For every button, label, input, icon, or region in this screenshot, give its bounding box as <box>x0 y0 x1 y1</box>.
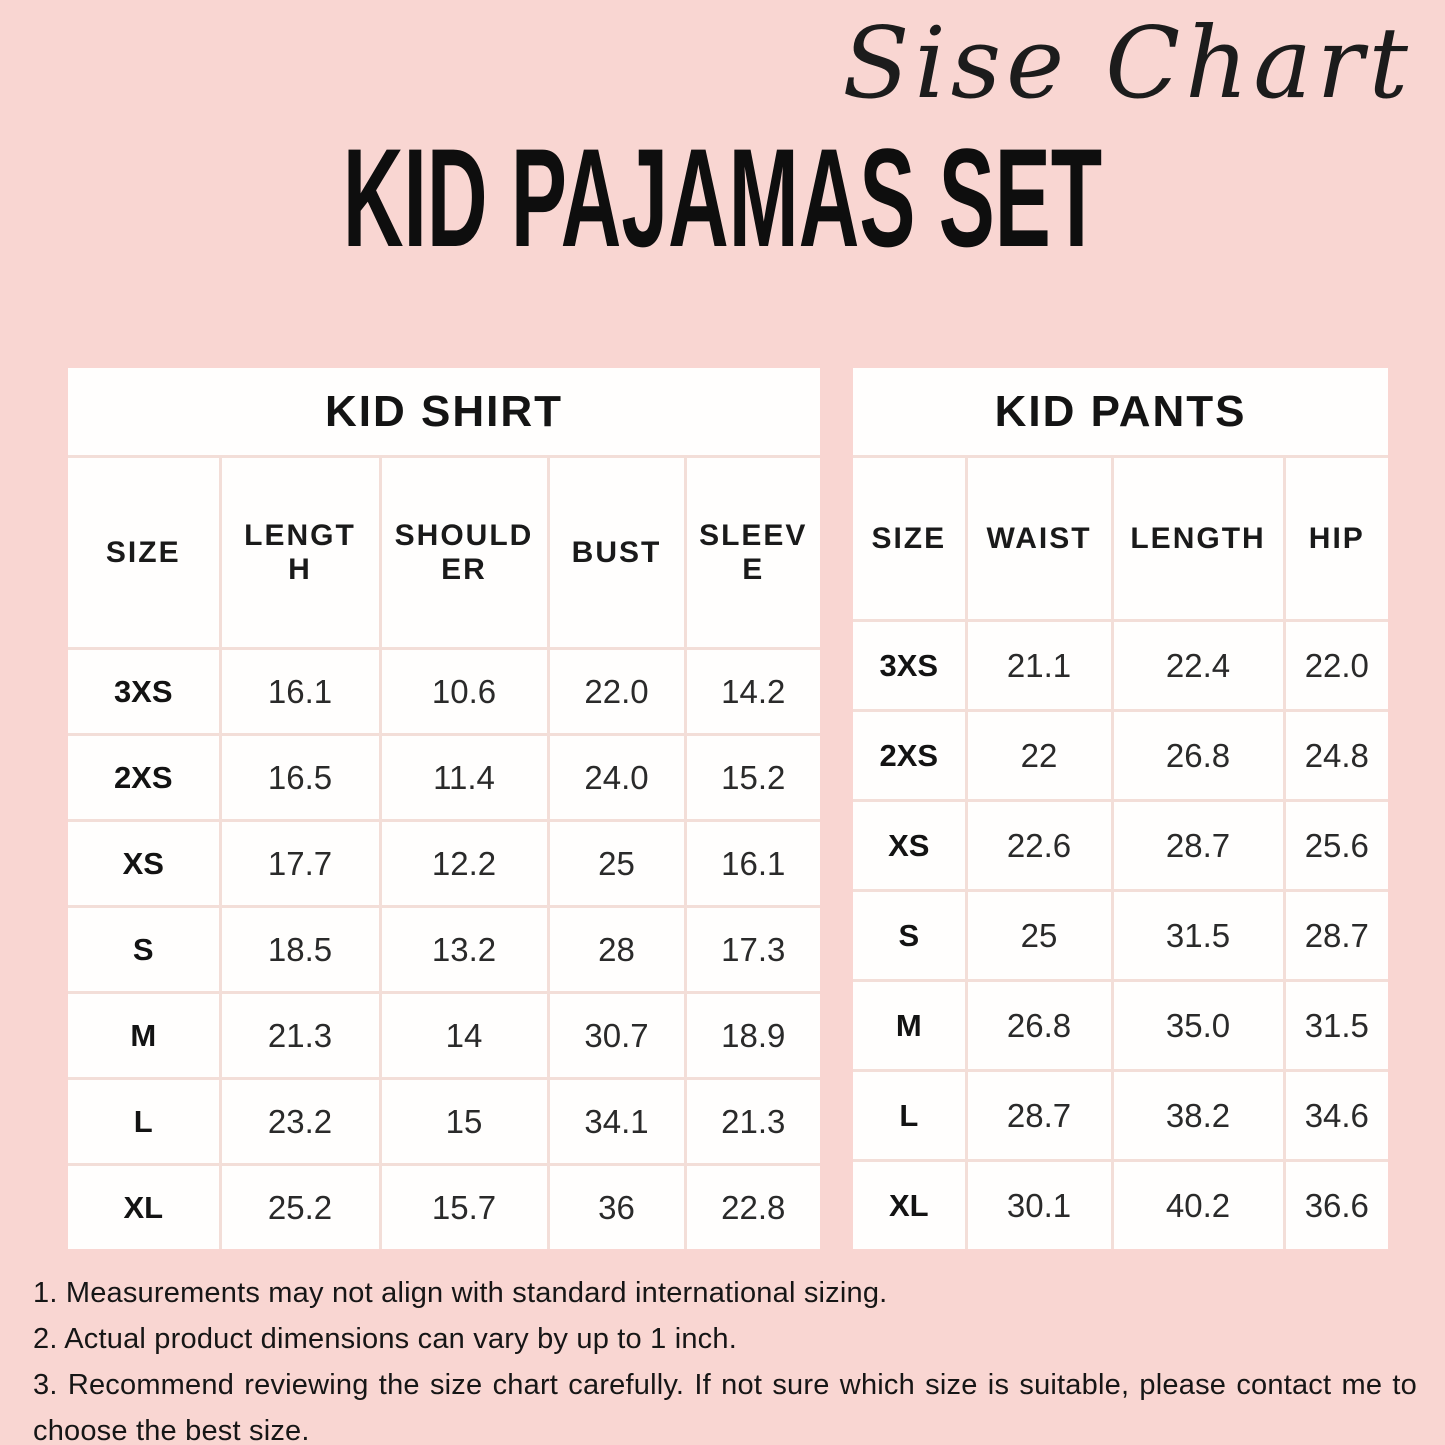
value-cell: 12.2 <box>380 821 548 907</box>
pants-column-waist: WAIST <box>966 457 1112 621</box>
value-cell: 25 <box>966 891 1112 981</box>
kid-shirt-table <box>68 368 820 1249</box>
value-cell: 28 <box>548 907 685 993</box>
pants-column-hip: HIP <box>1284 457 1388 621</box>
note-3: 3. Recommend reviewing the size chart carefully. If not sure which size is suitable, please contact me to choose the best size. <box>33 1369 1417 1445</box>
value-cell: 15.7 <box>380 1165 548 1250</box>
value-cell: 22.6 <box>966 801 1112 891</box>
value-cell: 28.7 <box>1284 891 1388 981</box>
value-cell: 30.7 <box>548 993 685 1079</box>
value-cell: 15.2 <box>685 735 820 821</box>
shirt-column-sleeve: SLEEVE <box>685 457 820 649</box>
table-row <box>853 621 1388 711</box>
value-cell: 36 <box>548 1165 685 1250</box>
value-cell: 26.8 <box>1112 711 1284 801</box>
kid-pants-title-row <box>853 368 1388 457</box>
size-cell: 3XS <box>853 621 966 711</box>
size-cell: 2XS <box>853 711 966 801</box>
tables-area <box>68 368 1388 1249</box>
value-cell: 21.1 <box>966 621 1112 711</box>
value-cell: 34.6 <box>1284 1071 1388 1161</box>
value-cell: 23.2 <box>220 1079 380 1165</box>
value-cell: 21.3 <box>220 993 380 1079</box>
value-cell: 15 <box>380 1079 548 1165</box>
note-2: 2. Actual product dimensions can vary by up to 1 inch. <box>33 1323 737 1355</box>
value-cell: 17.3 <box>685 907 820 993</box>
table-row <box>853 981 1388 1071</box>
table-row <box>853 1161 1388 1250</box>
value-cell: 16.1 <box>685 821 820 907</box>
value-cell: 10.6 <box>380 649 548 735</box>
kid-shirt-header-row <box>68 457 820 649</box>
table-row <box>853 1071 1388 1161</box>
kid-pants-header-row <box>853 457 1388 621</box>
size-cell: XS <box>68 821 220 907</box>
shirt-column-size: SIZE <box>68 457 220 649</box>
shirt-column-length: LENGTH <box>220 457 380 649</box>
table-row <box>853 801 1388 891</box>
value-cell: 24.8 <box>1284 711 1388 801</box>
value-cell: 17.7 <box>220 821 380 907</box>
kid-pants-table-title: KID PANTS <box>853 368 1388 457</box>
pants-column-size: SIZE <box>853 457 966 621</box>
value-cell: 30.1 <box>966 1161 1112 1250</box>
value-cell: 28.7 <box>1112 801 1284 891</box>
shirt-column-shoulder: SHOULDER <box>380 457 548 649</box>
value-cell: 31.5 <box>1112 891 1284 981</box>
table-row <box>853 711 1388 801</box>
value-cell: 21.3 <box>685 1079 820 1165</box>
table-row <box>68 1165 820 1250</box>
value-cell: 22.8 <box>721 1188 786 1226</box>
value-cell: 22.4 <box>1112 621 1284 711</box>
table-row <box>68 821 820 907</box>
pants-column-length: LENGTH <box>1112 457 1284 621</box>
value-cell: 16.1 <box>220 649 380 735</box>
size-cell: XL <box>68 1165 220 1250</box>
table-row <box>68 649 820 735</box>
value-cell: 18.5 <box>220 907 380 993</box>
value-cell: 13.2 <box>380 907 548 993</box>
kid-pants-table <box>853 368 1388 1249</box>
value-cell: 40.2 <box>1112 1161 1284 1250</box>
value-cell: 28.7 <box>966 1071 1112 1161</box>
size-cell: S <box>68 907 220 993</box>
value-cell: 24.0 <box>548 735 685 821</box>
table-row <box>68 993 820 1079</box>
value-cell: 18.9 <box>685 993 820 1079</box>
table-row <box>68 907 820 993</box>
size-cell: L <box>853 1071 966 1161</box>
size-cell: L <box>68 1079 220 1165</box>
value-cell: 25.2 <box>220 1165 380 1250</box>
script-title: Sise Chart <box>842 7 1413 121</box>
page-title: KID PAJAMAS SET <box>342 119 1103 276</box>
value-cell: 14.2 <box>685 649 820 735</box>
shirt-column-bust: BUST <box>548 457 685 649</box>
value-cell: 11.4 <box>380 735 548 821</box>
table-row <box>853 891 1388 981</box>
size-cell: 2XS <box>68 735 220 821</box>
value-cell: 16.5 <box>220 735 380 821</box>
size-cell: M <box>853 981 966 1071</box>
value-cell: 22 <box>966 711 1112 801</box>
kid-shirt-title-row <box>68 368 820 457</box>
table-row <box>68 1079 820 1165</box>
size-cell: XS <box>853 801 966 891</box>
size-cell: M <box>68 993 220 1079</box>
table-row <box>68 735 820 821</box>
value-cell: 31.5 <box>1284 981 1388 1071</box>
value-cell: 34.1 <box>548 1079 685 1165</box>
value-cell: 38.2 <box>1112 1071 1284 1161</box>
value-cell: 25 <box>548 821 685 907</box>
value-cell: 22.0 <box>1284 621 1388 711</box>
value-cell: 22.0 <box>548 649 685 735</box>
value-cell: 14 <box>380 993 548 1079</box>
kid-shirt-table-title: KID SHIRT <box>68 368 820 457</box>
value-cell: 26.8 <box>966 981 1112 1071</box>
size-cell: 3XS <box>68 649 220 735</box>
footnotes <box>33 1270 1417 1445</box>
size-cell: XL <box>853 1161 966 1250</box>
value-cell: 36.6 <box>1304 1186 1369 1224</box>
note-1: 1. Measurements may not align with standard international sizing. <box>33 1277 888 1309</box>
size-cell: S <box>853 891 966 981</box>
value-cell: 35.0 <box>1112 981 1284 1071</box>
value-cell: 25.6 <box>1284 801 1388 891</box>
